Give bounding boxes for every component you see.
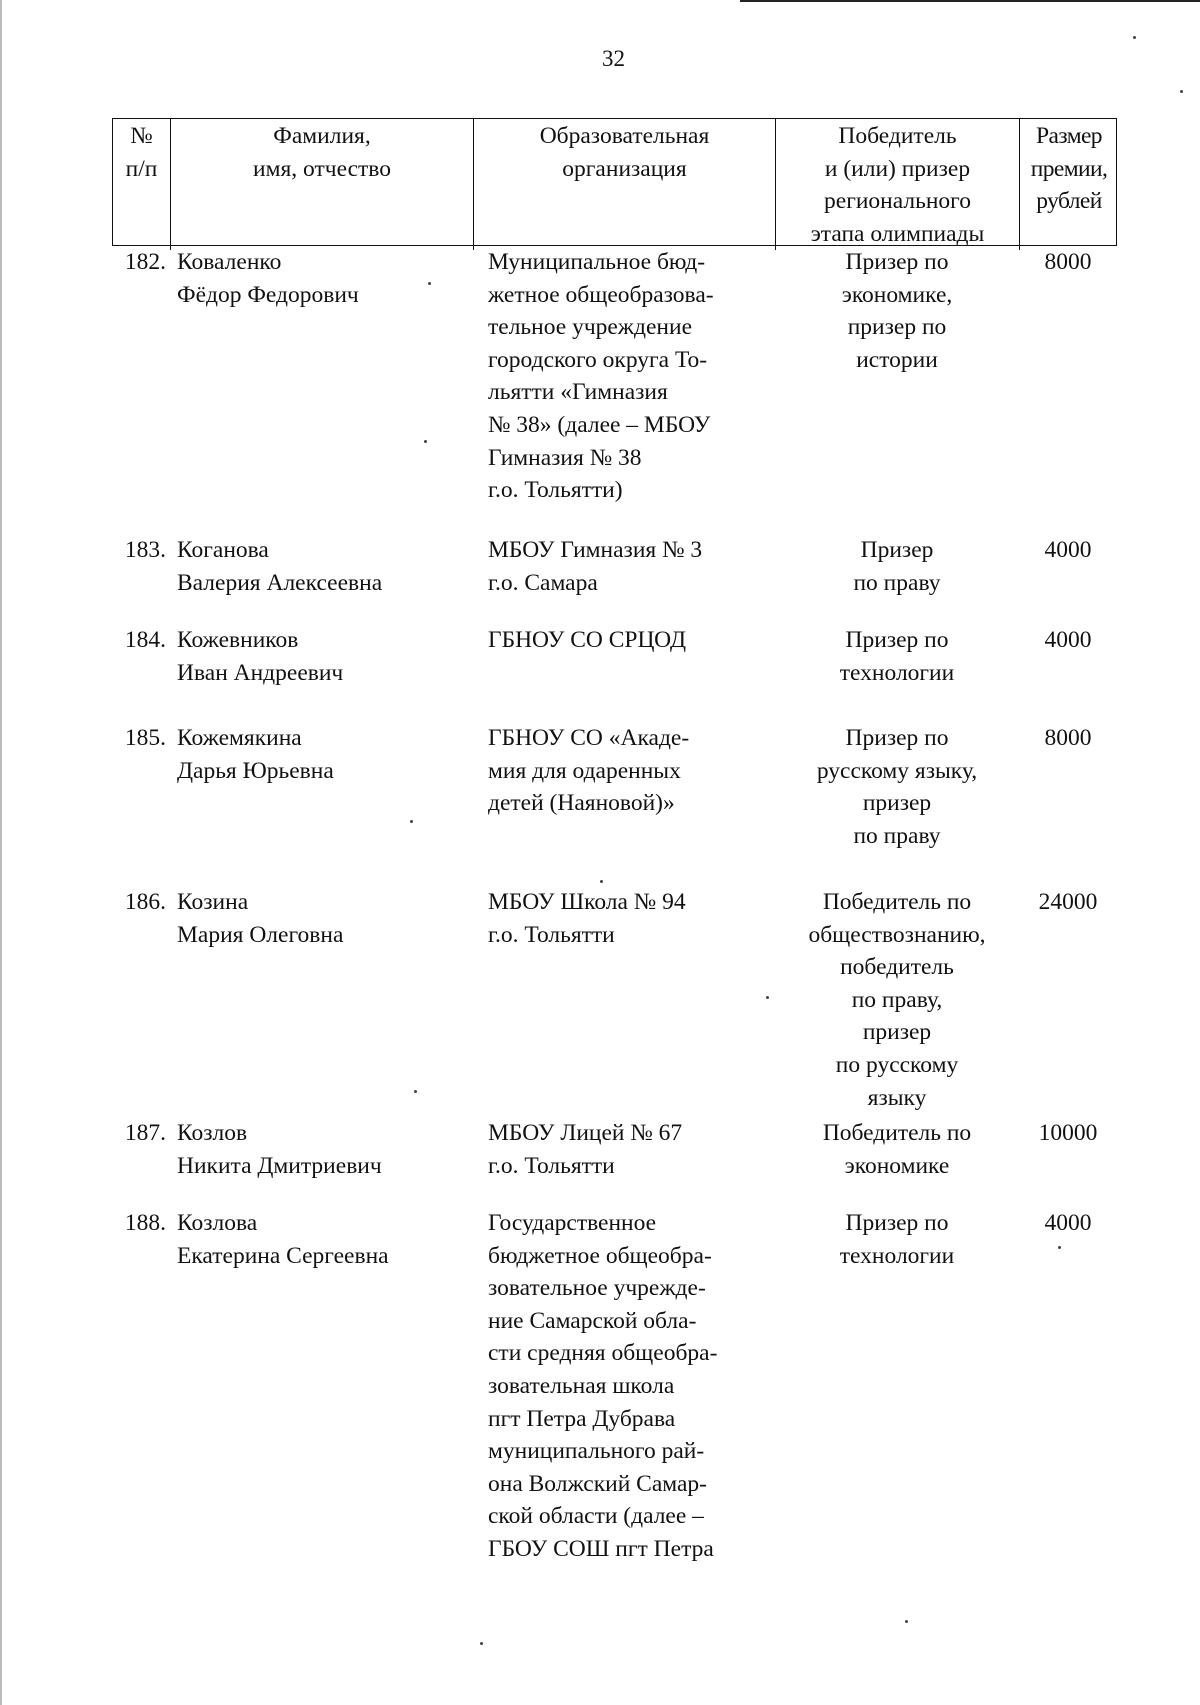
table-header	[112, 118, 1117, 246]
scan-speck	[414, 1090, 417, 1093]
student-name: Коваленко Фёдор Федорович	[177, 249, 359, 308]
header-result: Победитель и (или) призер регионального этапа олимпиады	[776, 119, 1020, 250]
table-row	[112, 722, 1117, 886]
olympiad-result: Победитель по обществознанию, победитель по праву, призер по русскому языку	[808, 889, 986, 1111]
scan-speck	[1058, 1246, 1061, 1249]
awards-table	[112, 118, 1117, 1567]
organization: МБОУ Гимназия № 3 г.о. Самара	[488, 537, 703, 596]
student-name: Кожевников Иван Андреевич	[177, 627, 344, 686]
header-name: Фамилия, имя, отчество	[171, 119, 474, 250]
student-name: Коганова Валерия Алексеевна	[177, 537, 383, 596]
table-row	[112, 624, 1117, 722]
scan-speck	[410, 820, 413, 823]
organization: Муниципальное бюд- жетное общеобразова- тельное учреждение городского округа То- льятти «Гимназия № 38» (далее – МБОУ Гимназия № 38 г.о. Тольятти)	[488, 249, 714, 504]
scan-speck	[424, 440, 427, 443]
scan-speck	[600, 880, 603, 883]
table-row	[112, 886, 1117, 1117]
student-name: Кожемякина Дарья Юрьевна	[177, 725, 334, 784]
olympiad-result: Призер по праву	[853, 537, 941, 596]
header-num: № п/п	[113, 119, 171, 250]
table-row	[112, 246, 1117, 534]
row-number: 182.	[124, 249, 166, 275]
olympiad-result: Призер по технологии	[839, 1210, 955, 1269]
scan-speck	[428, 282, 431, 285]
olympiad-result: Победитель по экономике	[822, 1120, 972, 1179]
scan-speck	[766, 996, 769, 999]
page-number: 32	[602, 46, 625, 71]
table-row	[112, 1117, 1117, 1207]
student-name: Козина Мария Олеговна	[177, 889, 344, 948]
olympiad-result: Призер по технологии	[839, 627, 955, 686]
scan-edge-top	[740, 0, 1200, 2]
prize-amount: 24000	[1038, 889, 1098, 915]
row-number: 185.	[124, 725, 166, 751]
row-number: 187.	[124, 1120, 166, 1146]
organization: МБОУ Школа № 94 г.о. Тольятти	[488, 889, 686, 948]
row-number: 183.	[124, 537, 166, 563]
scan-speck	[1133, 36, 1136, 39]
olympiad-result: Призер по экономике, призер по истории	[841, 249, 953, 373]
scan-speck	[905, 1620, 908, 1623]
scan-edge-left	[0, 0, 2, 1705]
row-number: 186.	[124, 889, 166, 915]
header-org: Образовательная организация	[474, 119, 776, 250]
prize-amount: 4000	[1044, 1210, 1092, 1236]
table-row	[112, 534, 1117, 624]
table-row	[112, 1207, 1117, 1567]
header-amount: Размер премии, рублей	[1030, 123, 1108, 215]
olympiad-result: Призер по русскому языку, призер по праву	[816, 725, 978, 849]
row-number: 184.	[124, 627, 166, 653]
prize-amount: 8000	[1044, 249, 1092, 275]
row-number: 188.	[124, 1210, 166, 1236]
scan-speck	[480, 1642, 483, 1645]
prize-amount: 10000	[1038, 1120, 1098, 1146]
organization: МБОУ Лицей № 67 г.о. Тольятти	[488, 1120, 683, 1179]
scan-speck	[1180, 90, 1183, 93]
organization: ГБНОУ СО «Акаде- мия для одаренных детей (Наяновой)»	[488, 725, 690, 817]
organization: Государственное бюджетное общеобра- зовательное учрежде- ние Самарской обла- сти средняя общеобра- зовательная школа пгт Петра Дубрава муниципального рай- она Волжский Самар- ской области (далее – ГБОУ СОШ пгт Петра	[488, 1210, 718, 1562]
prize-amount: 4000	[1044, 627, 1092, 653]
organization: ГБНОУ СО СРЦОД	[488, 627, 686, 653]
student-name: Козлов Никита Дмитриевич	[177, 1120, 382, 1179]
student-name: Козлова Екатерина Сергеевна	[177, 1210, 389, 1269]
prize-amount: 8000	[1044, 725, 1092, 751]
prize-amount: 4000	[1044, 537, 1092, 563]
